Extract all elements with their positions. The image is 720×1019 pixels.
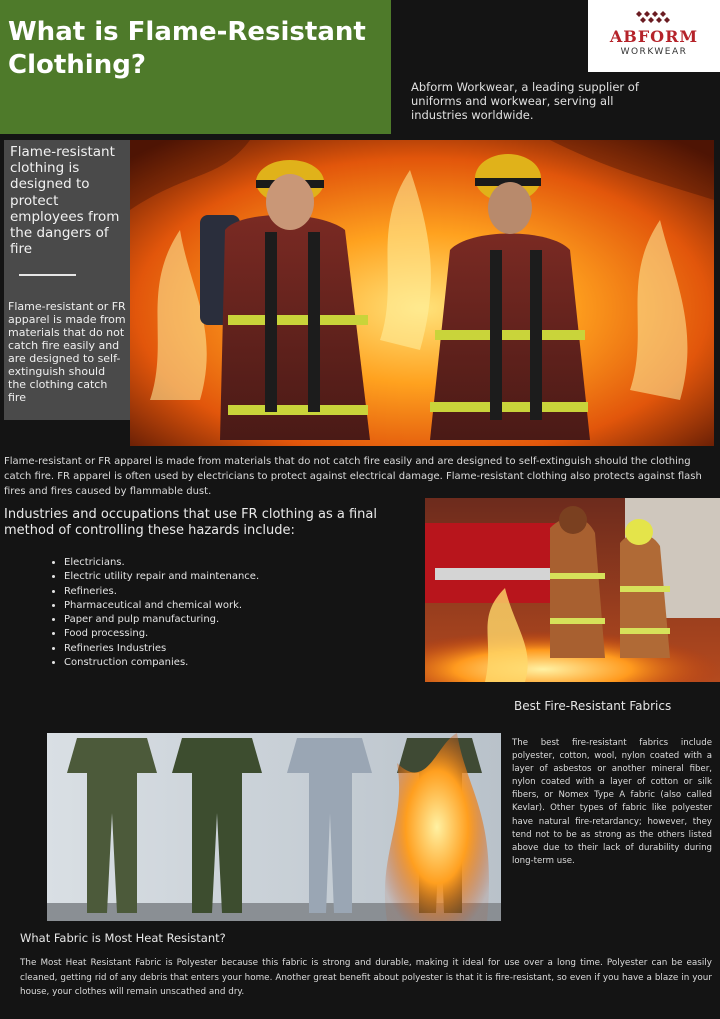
list-item: • Pharmaceutical and chemical work. [64, 599, 259, 613]
logo-subtitle: WORKWEAR [620, 47, 688, 57]
brand-logo[interactable] [588, 0, 720, 72]
page-title: What is Flame-Resistant Clothing? [8, 17, 366, 80]
company-tagline: Abform Workwear, a leading supplier of uniforms and workwear, serving all industries worldwide. [411, 80, 639, 122]
list-item: • Paper and pulp manufacturing. [64, 613, 259, 627]
camouflage-uniforms-image [47, 733, 501, 921]
industries-list [48, 556, 259, 670]
sidebar-divider [19, 274, 76, 276]
list-item: • Refineries Industries [64, 642, 259, 656]
heat-resistant-heading: What Fabric is Most Heat Resistant? [20, 931, 226, 945]
list-item: • Construction companies. [64, 656, 259, 670]
logo-wordmark: ABFORM [609, 27, 699, 46]
fire-truck-firefighters-image [425, 498, 720, 682]
heat-resistant-body: The Most Heat Resistant Fabric is Polyester because this fabric is strong and durable, making it ideal for use over a long time. Polyester can be easily cleaned, getting rid of any debris that enters your home. Another great benefit about polyester is that it is fire-resistant, so even if you have a blaze in your house, your clothes will remain unscathed and dry. [20, 958, 712, 998]
sidebar-heading: Flame-resistant clothing is designed to protect employees from the dangers of fire [10, 144, 120, 258]
list-item: • Electricians. [64, 556, 259, 570]
intro-paragraph: Flame-resistant or FR apparel is made from materials that do not catch fire easily and are designed to self-extinguish should the clothing catch fire. FR apparel is often used by electricians to protect against electrical damage. Flame-resistant clothing also protects against flash fires and fires caused by flammable dust. [4, 456, 702, 497]
firefighters-hero-image [130, 140, 714, 446]
sidebar-body: Flame-resistant or FR apparel is made from materials that do not catch fire easily and are designed to self-extinguish should the clothing catch fire [8, 300, 126, 404]
industries-heading: Industries and occupations that use FR clothing as a final method of controlling these hazards include: [4, 507, 377, 538]
list-item: • Electric utility repair and maintenance. [64, 570, 259, 584]
list-item: • Refineries. [64, 585, 259, 599]
list-item: • Food processing. [64, 627, 259, 641]
fabrics-heading: Best Fire-Resistant Fabrics [514, 699, 672, 713]
diamond-logo-icon [636, 10, 672, 24]
fabrics-body: The best fire-resistant fabrics include polyester, cotton, wool, nylon coated with a layer of asbestos or another mineral fiber, nylon coated with a layer of cotton or silk fibers, or Nomex Type A fabric (also called Kevlar). Other types of fabric like polyester have natural fire-retardancy; however, they tend not to be as strong as the others listed above due to their lack of durability during long-term use. [512, 738, 712, 866]
